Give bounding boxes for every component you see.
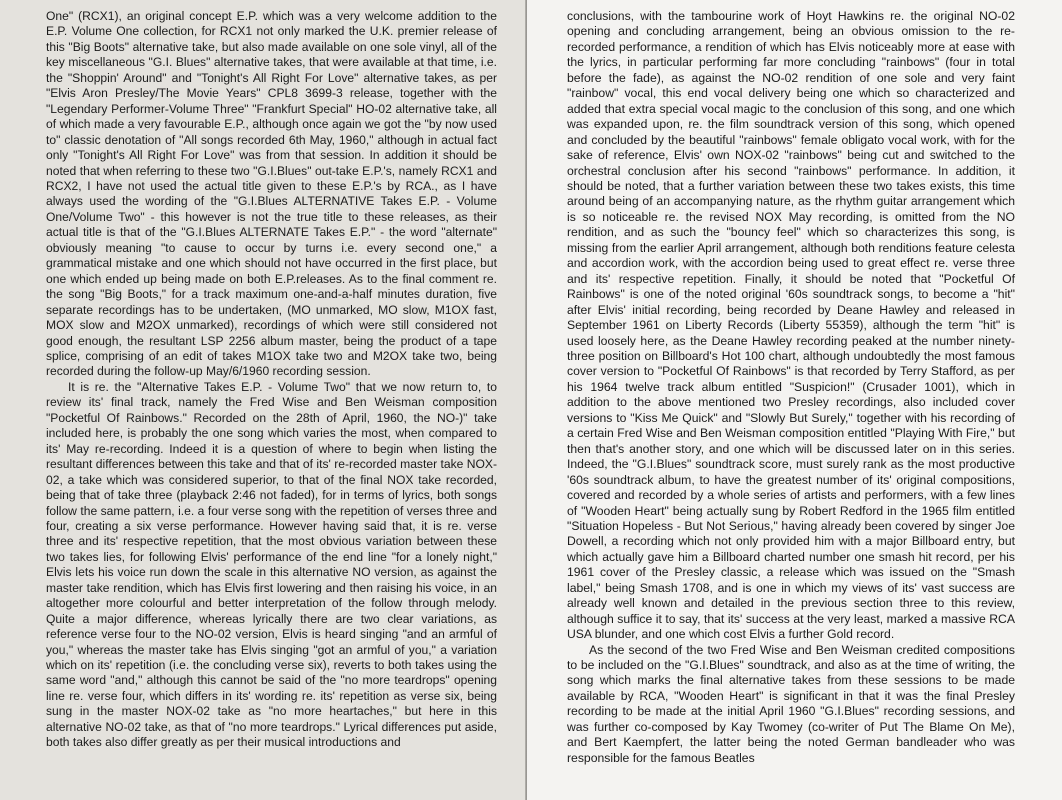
- left-paragraph-1: One" (RCX1), an original concept E.P. which was a very welcome addition to the E.P. Volume One collection, for RCX1 not only marked the U.K. premier release of this "Big Boots" alternative take, but also made available on one sole vinyl, all of the key miscellaneous "G.I. Blues" alternative takes, that were available at that time, i.e. the "Shoppin' Around" and "Tonight's All Right For Love" alternative takes, as per "Elvis Aron Presley/The Movie Years" CPL8 3699-3 release, together with the "Legendary Performer-Volume Three" "Frankfurt Special" HO-02 alternative take, all of which made a very favourable E.P., although once again we got the "by now used to" classic denotation of "All songs recorded 6th May, 1960," although in actual fact only "Tonight's All Right For Love" was from that session. In addition it should be noted that when referring to these two "G.I.Blues" out-take E.P.'s, namely RCX1 and RCX2, I have not used the actual title given to these E.P.'s by RCA., as I have always used the wording of the "G.I.Blues ALTERNATIVE Takes E.P. - Volume One/Volume Two" - this however is not the true title to these releases, as their actual title is that of the "G.I.Blues ALTERNATE Takes E.P." - the word "alternate" obviously meaning "to cause to occur by turns i.e. every second one," a grammatical mistake and one which should not have occurred in the first place, but one which ended up being made on both E.P.releases. As to the final comment re. the song "Big Boots," for a track maximum one-and-a-half minutes duration, five separate recordings has to be undertaken, (MO unmarked, MO slow, M1OX fast, MOX slow and M2OX unmarked), recordings of which were still considered not good enough, the resultant LSP 2256 album master, being the product of a tape splice, comprising of an edit of takes M1OX take two and M2OX take two, being recorded during the follow-up May/6/1960 recording session.: [46, 9, 497, 379]
- left-paragraph-2: It is re. the "Alternative Takes E.P. - Volume Two" that we now return to, to review its' final track, namely the Fred Wise and Ben Weisman composition "Pocketful Of Rainbows." Recorded on the 28th of April, 1960, the NO-)" take included here, is probably the one song which varies the most, when compared to its' May re-recording. Indeed it is a question of where to begin when listing the resultant differences between this take and that of its' re-recorded master take NOX-02, a take which was considered superior, to that of the final NOX take recorded, being that of take three (playback 2:46 not faded), for in terms of lyrics, both songs follow the same pattern, i.e. a four verse song with the repetition of verses three and four, creating a six verse performance. However having said that, it is re. verse three and its' respective repetition, that the most obvious variation between these two takes lies, for following Elvis' performance of the end line "for a lonely night," Elvis lets his voice run down the scale in this alternative NO version, as against the master take rendition, which has Elvis first lowering and then raising his voice, in an altogether more colourful and better interpretation of the follow through melody. Quite a major difference, whereas lyrically there are two clear variations, as reference verse four to the NO-02 version, Elvis is heard singing "and an armful of you," whereas the master take has Elvis singing "got an armful of you," a variation which on its' repetition (i.e. the concluding verse six), reverts to both takes using the same word "and," although this cannot be said of the "no more teardrops" opening line re. verse four, which differs in its' wording re. its' repetition as verse six, being sung in the master NOX-02 take as "no more heartaches," but here in this alternative NO-02 take, as that of "no more teardrops." Lyrical differences put aside, both takes also differ greatly as per their musical introductions and: [46, 379, 497, 750]
- right-paragraph-2: As the second of the two Fred Wise and Ben Weisman credited compositions to be included on the "G.I.Blues" soundtrack, and also as at the time of writing, the song which marks the final alternative takes from these sessions to be made available by RCA, "Wooden Heart" is significant in that it was the final Presley recording to be made at the initial April 1960 "G.I.Blues" recording sessions, and was further co-composed by Kay Twomey (co-writer of Put The Blame On Me), and Bert Kaempfert, the latter being the noted German bandleader who was responsible for the famous Beatles: [567, 642, 1015, 765]
- left-page: [0, 0, 527, 800]
- right-page: [527, 0, 1062, 800]
- right-paragraph-1: conclusions, with the tambourine work of Hoyt Hawkins re. the original NO-02 opening and concluding arrangement, being an obvious omission to the re-recorded performance, a rendition of which has Elvis noticeably more at ease with the lyrics, in particular performing far more concluding "rainbows" (four in total before the fade), as against the NO-02 rendition of one sole and very faint "rainbow" vocal, this end vocal delivery being one which so characterized and added that extra special vocal magic to the conclusion of this song, and one which was expanded upon, re. the film soundtrack version of this song, which opened and concluded by the beautiful "rainbows" female obligato vocal work, with for the sake of reference, Elvis' own NOX-02 "rainbows" being cut and switched to the orchestral conclusion after his second "rainbows" performance. In addition, it should be noted, that a further variation between these two takes exists, this time around being of an accompanying nature, as the rhythm guitar arrangement which is so noticeable re. the revised NOX May recording, is omitted from the NO rendition, and as such the "bouncy feel" which so characterizes this song, is missing from the earlier April arrangement, although both renditions feature celesta and accordion work, with the accordion being used to great effect re. verse three and its' respective repetition. Finally, it should be noted that "Pocketful Of Rainbows" is one of the noted original '60s soundtrack songs, to become a "hit" after Elvis' initial recording, being recorded by Deane Hawley and released in September 1961 on Liberty Records (Liberty 55359), although the term "hit" is used loosely here, as the Deane Hawley recording peaked at the number ninety-three position on Billboard's Hot 100 chart, although undoubtedly the most famous cover version to "Pocketful Of Rainbows" is that recorded by Terry Stafford, as per his 1964 twelve track album entitled "Suspicion!" (Crusader 1001), which in addition to the above mentioned two Presley recordings, also included cover versions to "Kiss Me Quick" and "Slowly But Surely," together with his recording of a certain Fred Wise and Ben Weisman composition entitled "Playing With Fire," but then that's another story, and one which will be discussed later on in this series. Indeed, the "G.I.Blues" soundtrack score, must surely rank as the most productive '60s soundtrack album, to have the greatest number of its' original compositions, covered and recorded by a whole series of artists and performers, with a few lines of "Wooden Heart" being actually sung by Robert Redford in the 1965 film entitled "Situation Hopeless - But Not Serious," having already been covered by singer Joe Dowell, a recording which not only provided him with a major Billboard entry, but which actually gave him a Billboard charted number one smash hit record, per his 1961 cover of the Presley classic, a release which was issued on the "Smash label," being Smash 1708, and is one in which my views of its' vast success are already well known and detailed in the previous section three to this review, although suffice it to say, that its' success at the very least, marked a massive RCA USA blunder, and one which cost Elvis a further Gold record.: [567, 9, 1015, 642]
